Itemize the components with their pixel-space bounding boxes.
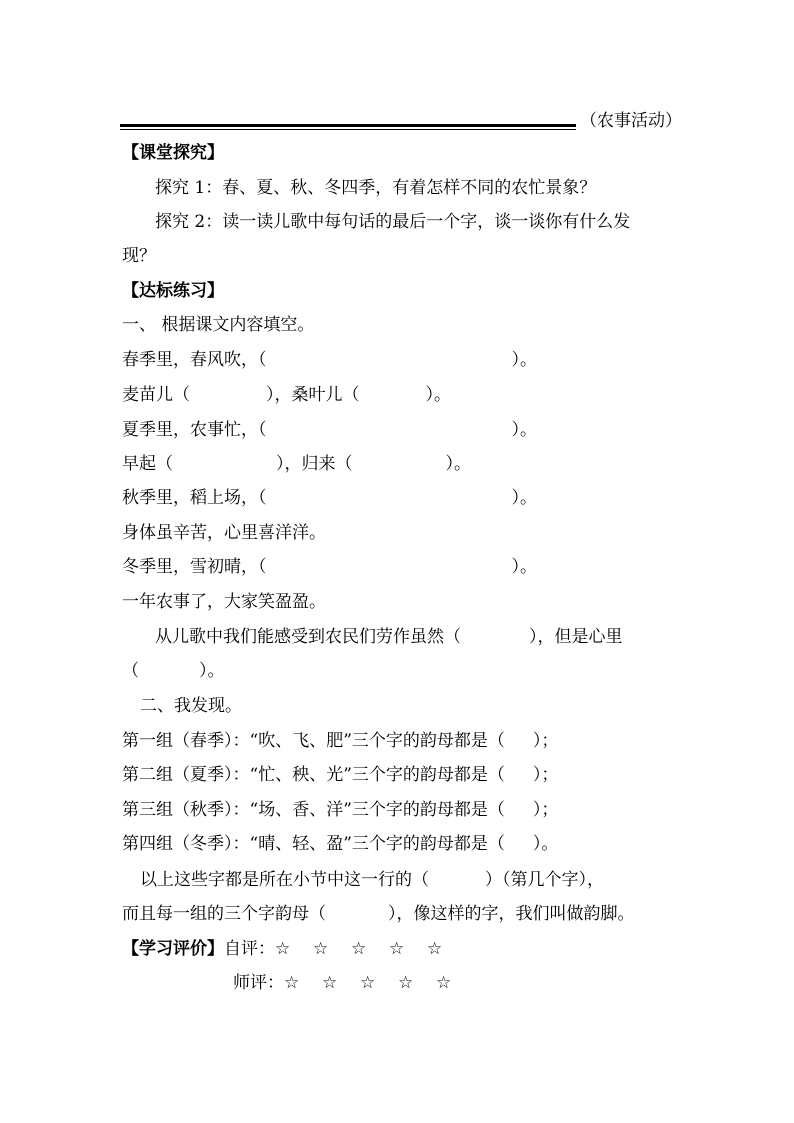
group-line-2-post: ）； [532, 765, 559, 785]
fill-line-2-pre: 麦苗儿（ [122, 385, 190, 405]
evaluation-teacher-row [233, 972, 474, 994]
part2-title: 二、我发现。 [140, 696, 242, 716]
feeling-line-2-pre: （ [122, 661, 139, 681]
star-icon[interactable]: ☆ [398, 973, 414, 993]
part1-title: 一、 根据课文内容填空。 [122, 315, 315, 335]
fill-line-3-pre: 夏季里，农事忙，（ [122, 420, 267, 440]
feeling-line-1-post: ），但是心里 [529, 627, 623, 647]
self-eval-stars [275, 939, 465, 959]
fill-line-5 [122, 487, 537, 509]
explore-question-2-line2: 现？ [122, 246, 156, 266]
feeling-line-1-pre: 从儿歌中我们能感受到农民们劳作虽然（ [155, 627, 461, 647]
poem-line-8: 一年农事了，大家笑盈盈。 [122, 592, 326, 612]
fill-line-2 [122, 384, 451, 406]
conclusion-line-2 [122, 903, 635, 925]
conclusion-line-1-post: ）（第几个字）， [485, 870, 604, 890]
star-icon[interactable]: ☆ [284, 973, 300, 993]
group-line-4-post: ）。 [532, 834, 559, 854]
header-rule [120, 124, 576, 130]
feeling-line-2-post: ）。 [199, 661, 225, 681]
group-line-2 [122, 764, 558, 786]
fill-line-4 [122, 453, 471, 475]
group-line-1 [122, 730, 558, 752]
star-icon[interactable]: ☆ [351, 939, 367, 959]
star-icon[interactable]: ☆ [275, 939, 291, 959]
fill-line-3-post: ）。 [511, 420, 537, 440]
star-icon[interactable]: ☆ [427, 939, 443, 959]
explore-question-2-line1: 探究 2：读一读儿歌中每句话的最后一个字，谈一谈你有什么发 [155, 212, 631, 232]
fill-line-1-pre: 春季里，春风吹，（ [122, 350, 267, 370]
fill-line-5-pre: 秋季里，稻上场，（ [122, 488, 267, 508]
group-line-3-post: ）； [532, 800, 559, 820]
star-icon[interactable]: ☆ [313, 939, 329, 959]
self-eval-label: 自评： [224, 939, 275, 959]
star-icon[interactable]: ☆ [360, 973, 376, 993]
group-line-4 [122, 833, 558, 855]
fill-line-5-post: ）。 [511, 488, 537, 508]
evaluation-self-row [122, 938, 465, 960]
fill-line-2-mid: ），桑叶儿（ [266, 385, 360, 405]
conclusion-line-1-pre: 以上这些字都是所在小节中这一行的（ [140, 870, 429, 890]
explore-heading: 【课堂探究】 [122, 143, 224, 163]
conclusion-line-1 [140, 869, 604, 891]
fill-line-1-post: ）。 [511, 350, 537, 370]
group-line-4-pre: 第四组（冬季）：“晴、轻、盈”三个字的韵母都是（ [122, 834, 505, 854]
conclusion-line-2-pre: 而且每一组的三个字韵母（ [122, 904, 326, 924]
star-icon[interactable]: ☆ [322, 973, 338, 993]
star-icon[interactable]: ☆ [389, 939, 405, 959]
fill-line-4-mid: ），归来（ [276, 454, 353, 474]
fill-line-7-post: ）。 [511, 557, 537, 577]
fill-line-4-pre: 早起（ [122, 454, 173, 474]
poem-line-6: 身体虽辛苦，心里喜洋洋。 [122, 523, 326, 543]
group-line-3 [122, 799, 558, 821]
explore-question-1: 探究 1：春、夏、秋、冬四季，有着怎样不同的农忙景象？ [155, 178, 597, 198]
fill-line-4-post: ）。 [445, 454, 471, 474]
group-line-1-pre: 第一组（春季）：“吹、飞、肥”三个字的韵母都是（ [122, 731, 505, 751]
practice-heading: 【达标练习】 [122, 281, 224, 301]
group-line-1-post: ）； [532, 731, 559, 751]
group-line-2-pre: 第二组（夏季）：“忙、秧、光”三个字的韵母都是（ [122, 765, 505, 785]
teacher-eval-stars [284, 973, 474, 993]
fill-line-3 [122, 419, 537, 441]
teacher-eval-label: 师评： [233, 973, 284, 993]
fill-line-2-post: ）。 [425, 385, 451, 405]
star-icon[interactable]: ☆ [436, 973, 452, 993]
header-rule-thick [120, 124, 576, 127]
evaluation-heading: 【学习评价】 [122, 939, 224, 959]
fill-line-1 [122, 349, 537, 371]
feeling-line-2 [122, 660, 225, 682]
section-label: （农事活动） [580, 111, 682, 131]
header-rule-thin [120, 129, 576, 130]
fill-line-7 [122, 556, 537, 578]
conclusion-line-2-post: ），像这样的字，我们叫做韵脚。 [388, 904, 635, 924]
group-line-3-pre: 第三组（秋季）：“场、香、洋”三个字的韵母都是（ [122, 800, 505, 820]
fill-line-7-pre: 冬季里，雪初晴，（ [122, 557, 267, 577]
feeling-line-1 [155, 626, 623, 648]
